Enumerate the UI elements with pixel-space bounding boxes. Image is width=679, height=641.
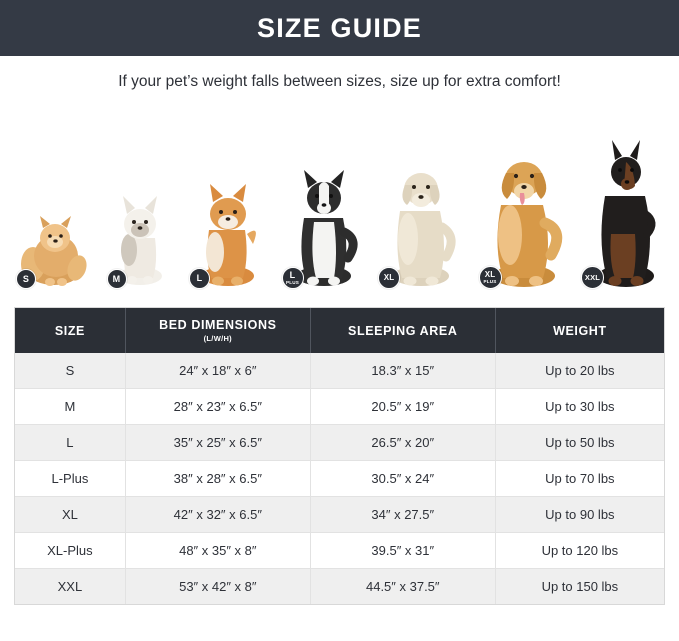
cell-size: XL-Plus [15, 533, 125, 569]
dog-item-m [109, 188, 171, 293]
size-badge-xxl-label: XXL [584, 272, 601, 282]
size-badge-xl [378, 267, 400, 289]
cell-size: S [15, 353, 125, 389]
cell-bed: 38″ x 28″ x 6.5″ [125, 461, 310, 497]
dog-item-l-plus [286, 158, 362, 293]
header-bed-dimensions-label: BED DIMENSIONS [159, 318, 277, 332]
header-bed-dimensions [125, 308, 310, 353]
cell-weight: Up to 30 lbs [495, 389, 664, 425]
cell-sleeping: 18.3″ x 15″ [310, 353, 495, 389]
page-title: SIZE GUIDE [256, 12, 423, 43]
cell-bed: 24″ x 18″ x 6″ [125, 353, 310, 389]
cell-size: XL [15, 497, 125, 533]
cell-bed: 42″ x 32″ x 6.5″ [125, 497, 310, 533]
cell-bed: 48″ x 35″ x 8″ [125, 533, 310, 569]
header-sleeping-area-label: SLEEPING AREA [348, 323, 458, 338]
dog-size-illustrations [14, 108, 665, 293]
dog-item-l [191, 178, 265, 293]
cell-bed: 35″ x 25″ x 6.5″ [125, 425, 310, 461]
table-row [15, 533, 664, 569]
subtitle-text: If your pet’s weight falls between sizes, size up for extra comfort! [118, 73, 561, 90]
cell-weight: Up to 150 lbs [495, 569, 664, 605]
cell-size: L [15, 425, 125, 461]
size-badge-m-label: M [112, 273, 121, 284]
size-table [15, 308, 664, 604]
page-header [0, 0, 679, 56]
header-size-label: SIZE [54, 323, 85, 338]
table-header-row [15, 308, 664, 353]
subtitle-section [0, 56, 679, 108]
size-badge-xl-plus [479, 266, 502, 289]
header-sleeping-area [310, 308, 495, 353]
size-badge-s-label: S [22, 273, 30, 284]
cell-sleeping: 20.5″ x 19″ [310, 389, 495, 425]
table-row [15, 569, 664, 605]
cell-bed: 28″ x 23″ x 6.5″ [125, 389, 310, 425]
cell-size: XXL [15, 569, 125, 605]
dog-item-xl [382, 153, 460, 293]
size-badge-l [189, 268, 210, 289]
size-badge-l-plus-label: L [289, 269, 296, 280]
size-badge-xl-plus-label: XL [484, 269, 496, 279]
table-row [15, 425, 664, 461]
dog-item-xxl [584, 138, 665, 293]
dog-item-s [14, 208, 88, 293]
table-row [15, 461, 664, 497]
size-table-container [14, 307, 665, 605]
header-weight [495, 308, 664, 353]
header-weight-label: WEIGHT [553, 323, 607, 338]
header-size [15, 308, 125, 353]
size-badge-xxl [581, 266, 604, 289]
cell-sleeping: 34″ x 27.5″ [310, 497, 495, 533]
header-bed-dimensions-sub: (L/W/H) [203, 334, 232, 343]
cell-sleeping: 30.5″ x 24″ [310, 461, 495, 497]
table-row [15, 353, 664, 389]
cell-size: L-Plus [15, 461, 125, 497]
cell-weight: Up to 50 lbs [495, 425, 664, 461]
table-row [15, 497, 664, 533]
cell-sleeping: 39.5″ x 31″ [310, 533, 495, 569]
cell-sleeping: 26.5″ x 20″ [310, 425, 495, 461]
table-header [15, 308, 664, 353]
table-body [15, 353, 664, 604]
dog-item-xl-plus [481, 143, 567, 293]
size-badge-xl-label: XL [383, 273, 395, 282]
cell-weight: Up to 120 lbs [495, 533, 664, 569]
table-row [15, 389, 664, 425]
cell-sleeping: 44.5″ x 37.5″ [310, 569, 495, 605]
size-badge-l-label: L [196, 273, 203, 283]
cell-bed: 53″ x 42″ x 8″ [125, 569, 310, 605]
cell-size: M [15, 389, 125, 425]
size-badge-xl-plus-sub: PLUS [483, 278, 497, 284]
size-badge-l-plus-sub: PLUS [285, 279, 300, 285]
cell-weight: Up to 90 lbs [495, 497, 664, 533]
cell-weight: Up to 20 lbs [495, 353, 664, 389]
size-badge-s [16, 269, 36, 289]
size-badge-l-plus [282, 267, 304, 289]
cell-weight: Up to 70 lbs [495, 461, 664, 497]
size-badge-m [107, 269, 127, 289]
